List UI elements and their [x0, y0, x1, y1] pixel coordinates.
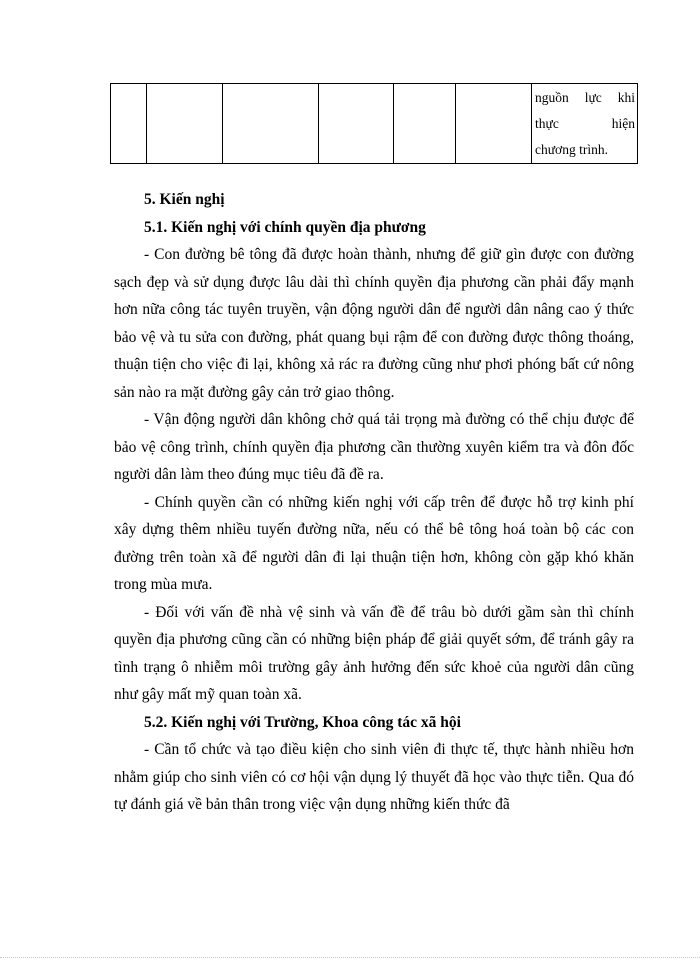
- paragraph: - Vận động người dân không chở quá tải trọng mà đường có thể chịu được để bảo vệ công trình, chính quyền địa phương cần thường xuyên kiểm tra và đôn đốc người dân làm theo đúng mục tiêu đã đề ra.: [114, 411, 634, 483]
- table-fragment: [110, 83, 638, 164]
- paragraph: - Cần tổ chức và tạo điều kiện cho sinh viên đi thực tế, thực hành nhiều hơn nhằm giúp cho sinh viên có cơ hội vận dụng lý thuyết đã học vào thực tiễn. Qua đó tự đánh giá về bản thân trong việc vận dụng những kiến thức đã: [114, 741, 634, 813]
- cell-line: nguồn lực khi: [535, 90, 635, 105]
- paragraph: - Con đường bê tông đã được hoàn thành, nhưng để giữ gìn được con đường sạch đẹp và sử dụng được lâu dài thì chính quyền địa phương cần phải đẩy mạnh hơn nữa công tác tuyên truyền, vận động người dân để người dân nâng cao ý thức bảo vệ và tu sửa con đường, phát quang bụi rậm để con đường được thông thoáng, thuận tiện cho việc đi lại, không xả rác ra đường cũng như phơi phóng bất cứ nông sản nào ra mặt đường gây cản trở giao thông.: [114, 246, 634, 401]
- table-cell-notes: [532, 84, 638, 164]
- subsection-heading: 5.2. Kiến nghị với Trường, Khoa công tác xã hội: [144, 713, 461, 731]
- cell-line: thực hiện: [535, 116, 635, 131]
- table-cell: [111, 84, 147, 164]
- document-body: [114, 186, 634, 819]
- table-cell: [456, 84, 532, 164]
- paragraph: - Chính quyền cần có những kiến nghị với cấp trên để được hỗ trợ kinh phí xây dựng thêm nhiều tuyến đường nữa, nếu có thể bê tông hoá toàn bộ các con đường trên toàn xã để người dân đi lại thuận tiện hơn, không còn gặp khó khăn trong mùa mưa.: [114, 493, 634, 593]
- table-cell: [147, 84, 223, 164]
- cell-line: chương trình.: [535, 142, 608, 157]
- table-row: [111, 84, 638, 164]
- table-cell: [319, 84, 394, 164]
- page-divider: [0, 957, 700, 958]
- paragraph: - Đối với vấn đề nhà vệ sinh và vấn đề để trâu bò dưới gầm sàn thì chính quyền địa phương cũng cần có những biện pháp để giải quyết sớm, để tránh gây ra tình trạng ô nhiễm môi trường gây ảnh hưởng đến sức khoẻ của người dân cũng như gây mất mỹ quan toàn xã.: [114, 603, 634, 703]
- subsection-heading: 5.1. Kiến nghị với chính quyền địa phương: [144, 218, 426, 236]
- table-cell: [394, 84, 456, 164]
- table-cell: [223, 84, 319, 164]
- section-heading: 5. Kiến nghị: [144, 191, 225, 208]
